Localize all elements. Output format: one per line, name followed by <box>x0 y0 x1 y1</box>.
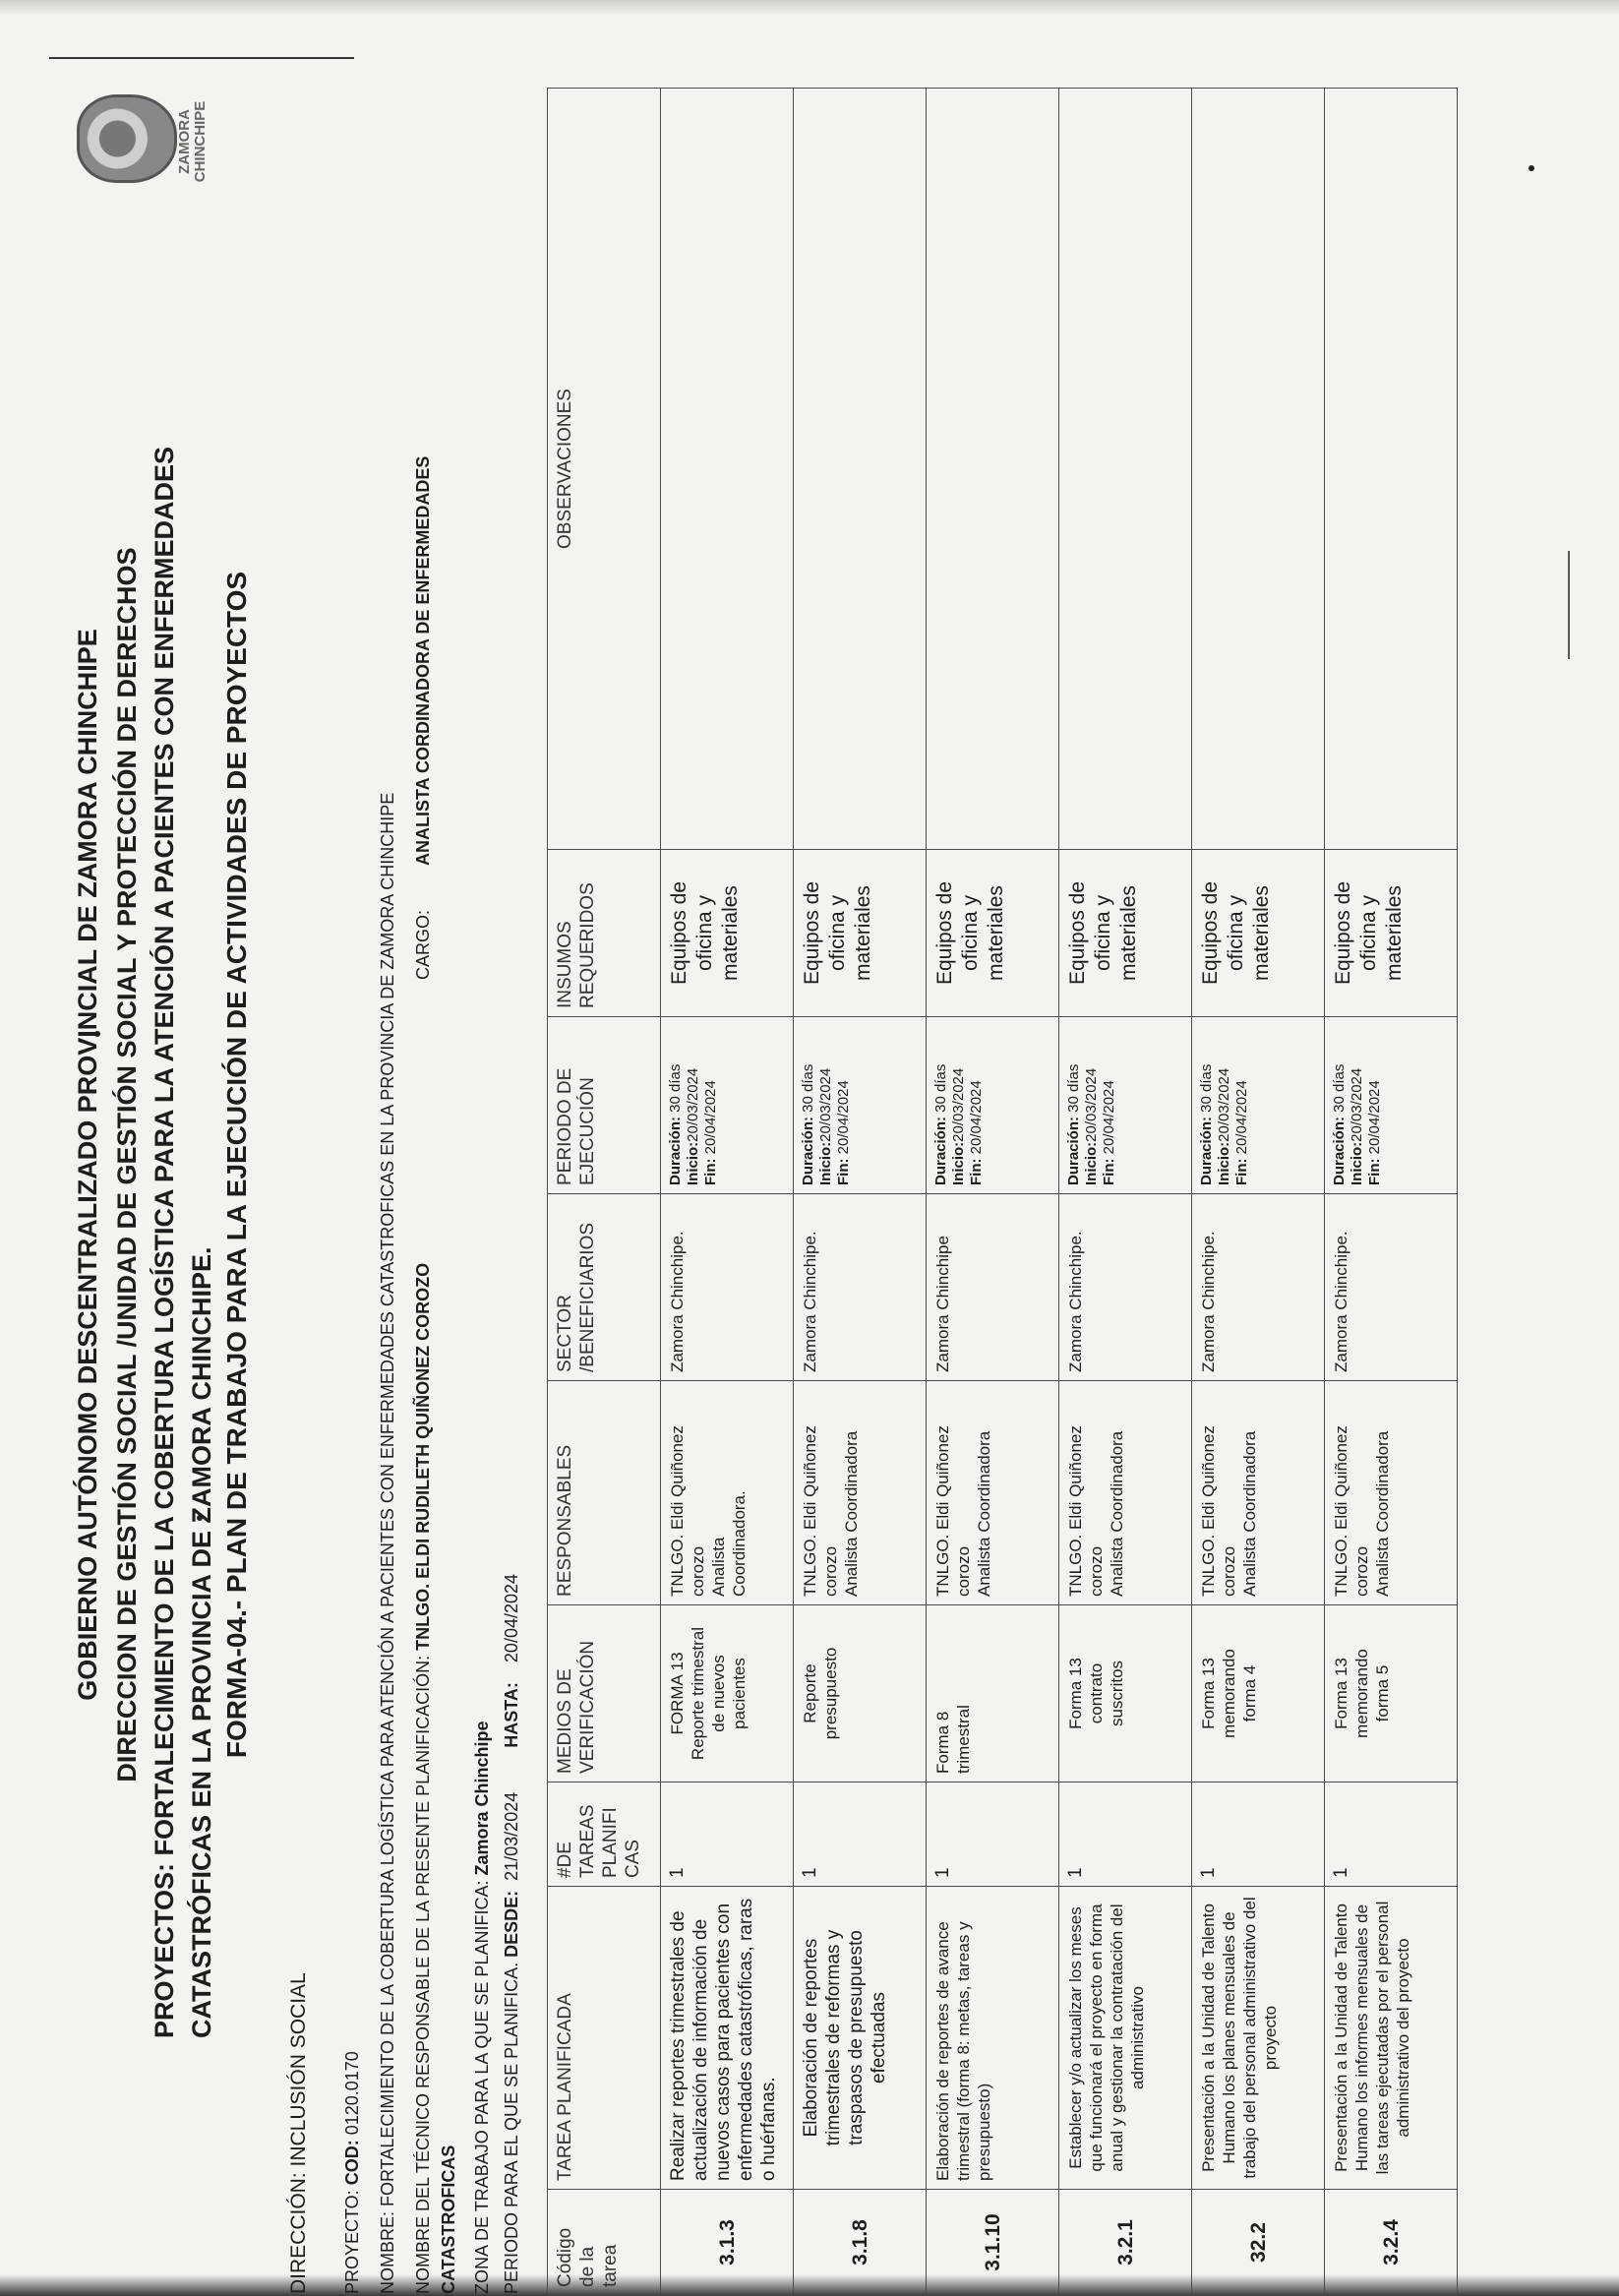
cell-periodo <box>794 1017 927 1194</box>
cell-sector: Zamora Chinchipe. <box>1192 1194 1325 1381</box>
cell-medios: Reporte presupuesto <box>794 1605 927 1782</box>
periodo-inicio: Inicio:20/03/2024 <box>1083 1067 1100 1185</box>
cell-task: Presentación a la Unidad de Talento Humano los planes mensuales de trabajo del personal administrativo del proyecto <box>1192 1887 1325 2190</box>
periodo-label: PERIODO PARA EL QUE SE PLANIFICA. <box>502 1957 521 2294</box>
table-row <box>1325 89 1458 2296</box>
hasta-label: HASTA: <box>502 1682 521 1748</box>
cell-task: Establecer y/o actualizar los meses que funcionará el proyecto en forma anual y gestionar la contratación del administrativo <box>1059 1887 1192 2190</box>
periodo-fin: Fin: 20/04/2024 <box>1101 1080 1117 1185</box>
cell-medios: FORMA 13 Reporte trimestral de nuevos pacientes <box>661 1605 794 1782</box>
cell-insumos: Equipos de oficina y materiales <box>1325 850 1458 1017</box>
col-header-observaciones: OBSERVACIONES <box>548 89 661 850</box>
zona-line <box>470 1722 494 2295</box>
periodo-inicio: Inicio:20/03/2024 <box>950 1067 967 1185</box>
cell-responsables: TNLGO. Eldi Quiñonez corozo Analista Coordinadora <box>794 1381 927 1605</box>
periodo-inicio: Inicio:20/03/2024 <box>1216 1067 1232 1185</box>
hasta-value: 20/04/2024 <box>502 1573 521 1663</box>
cell-task: Elaboración de reportes de avance trimestral (forma 8: metas, tareas y presupuesto) <box>927 1887 1059 2190</box>
cell-sector: Zamora Chinchipe <box>927 1194 1059 1381</box>
cell-insumos: Equipos de oficina y materiales <box>661 850 794 1017</box>
logo-text: ZAMORA CHINCHIPE <box>176 100 209 183</box>
periodo-duracion: Duración: 30 días <box>932 1063 949 1185</box>
cargo-value-continued: CATASTROFICAS <box>439 2145 458 2294</box>
cell-sector: Zamora Chinchipe. <box>1059 1194 1192 1381</box>
periodo-duracion: Duración: 30 días <box>1065 1063 1082 1185</box>
cell-code: 3.1.3 <box>661 2190 794 2296</box>
cell-num: 1 <box>1059 1782 1192 1887</box>
cell-periodo <box>661 1017 794 1194</box>
tecnico-label: NOMBRE DEL TÉCNICO RESPONSABLE DE LA PRESENTE PLANIFICACIÓN: <box>413 1650 433 2294</box>
cell-code: 3.1.10 <box>927 2190 1059 2296</box>
cell-task: Presentación a la Unidad de Talento Humano los informes mensuales de las tareas ejecutadas por el personal administrativo del proyecto <box>1325 1887 1458 2190</box>
desde-label: DESDE: <box>502 1890 521 1958</box>
periodo-duracion: Duración: 30 días <box>800 1063 816 1185</box>
periodo-inicio: Inicio:20/03/2024 <box>817 1067 834 1185</box>
periodo-duracion: Duración: 30 días <box>1331 1063 1348 1185</box>
cell-responsables: TNLGO. Eldi Quiñonez corozo Analista Coordinadora <box>1059 1381 1192 1605</box>
periodo-inicio: Inicio:20/03/2024 <box>1349 1067 1365 1185</box>
cell-insumos: Equipos de oficina y materiales <box>1059 850 1192 1017</box>
header-direction: DIRECCION DE GESTIÓN SOCIAL /UNIDAD DE GESTIÓN SOCIAL Y PROTECCIÓN DE DERECHOS <box>112 547 142 1782</box>
col-header-num-tareas: #DE TAREAS PLANIFI CAS <box>548 1782 661 1887</box>
cell-num: 1 <box>794 1782 927 1887</box>
periodo-fin: Fin: 20/04/2024 <box>968 1080 985 1185</box>
cell-responsables: TNLGO. Eldi Quiñonez corozo Analista Coordinadora <box>1192 1381 1325 1605</box>
cod-value: 0120.0170 <box>342 2051 362 2141</box>
table-row <box>1192 89 1325 2296</box>
table-row <box>794 89 927 2296</box>
desde-value: 21/03/2024 <box>502 1791 521 1881</box>
cell-task: Realizar reportes trimestrales de actualización de información de nuevos casos para pacientes con enfermedades catastróficas, raras o huérfanas. <box>661 1887 794 2190</box>
tecnico-value: TNLGO. ELDI RUDILETH QUIÑONEZ COROZO <box>413 1262 433 1651</box>
periodo-inicio: Inicio:20/03/2024 <box>685 1067 701 1185</box>
cell-num: 1 <box>927 1782 1059 1887</box>
cell-periodo <box>1059 1017 1192 1194</box>
tecnico-line <box>411 1263 435 2294</box>
cell-responsables: TNLGO. Eldi Quiñonez corozo Analista Coordinadora <box>1325 1381 1458 1605</box>
col-header-responsables: RESPONSABLES <box>548 1381 661 1605</box>
col-header-codigo: Código de la tarea <box>548 2190 661 2296</box>
nombre-proyecto: NOMBRE: FORTALECIMIENTO DE LA COBERTURA LOGÍSTICA PARA ATENCIÓN A PACIENTES CON ENFERMEDADES CATASTROFICAS EN LA PROVINCIA DE ZAMORA CHINCHIPE <box>378 792 397 2294</box>
periodo-line <box>500 1574 523 2294</box>
proyecto-line <box>340 2051 364 2294</box>
periodo-duracion: Duración: 30 días <box>667 1063 684 1185</box>
cell-medios: Forma 13 memorando forma 5 <box>1325 1605 1458 1782</box>
cell-sector: Zamora Chinchipe. <box>661 1194 794 1381</box>
cell-observaciones <box>794 89 927 850</box>
cell-medios: Forma 13 contrato suscritos <box>1059 1605 1192 1782</box>
cell-insumos: Equipos de oficina y materiales <box>927 850 1059 1017</box>
plan-table <box>547 88 1458 2296</box>
cell-num: 1 <box>1325 1782 1458 1887</box>
col-header-periodo: PERIODO DE EJECUCIÓN <box>548 1017 661 1194</box>
col-header-tarea: TAREA PLANIFICADA <box>548 1887 661 2190</box>
cell-medios: Forma 13 memorando forma 4 <box>1192 1605 1325 1782</box>
cell-responsables: TNLGO. Eldi Quiñonez corozo Analista Coordinadora <box>927 1381 1059 1605</box>
header-institution: GOBIERNO AUTÓNOMO DESCENTRALIZADO PROVINCIAL DE ZAMORA CHINCHIPE <box>73 629 102 1701</box>
col-header-medios: MEDIOS DE VERIFICACIÓN <box>548 1605 661 1782</box>
cell-num: 1 <box>661 1782 794 1887</box>
cell-insumos: Equipos de oficina y materiales <box>794 850 927 1017</box>
header-project-line1: PROYECTOS: FORTALECIMIENTO DE LA COBERTURA LOGÍSTICA PARA LA ATENCIÓN A PACIENTES CON ENFERMEDADES <box>150 446 179 2038</box>
cod-label: COD: <box>342 2140 362 2186</box>
cell-code: 3.2.1 <box>1059 2190 1192 2296</box>
col-header-insumos: INSUMOS REQUERIDOS <box>548 850 661 1017</box>
cell-observaciones <box>927 89 1059 850</box>
periodo-fin: Fin: 20/04/2024 <box>702 1080 719 1185</box>
periodo-fin: Fin: 20/04/2024 <box>1366 1080 1383 1185</box>
periodo-duracion: Duración: 30 días <box>1198 1063 1215 1185</box>
table-row <box>1059 89 1192 2296</box>
zona-value: Zamora Chinchipe <box>472 1721 492 1876</box>
periodo-fin: Fin: 20/04/2024 <box>835 1080 852 1185</box>
cell-insumos: Equipos de oficina y materiales <box>1192 850 1325 1017</box>
cargo-label: CARGO: <box>413 909 433 980</box>
cell-responsables: TNLGO. Eldi Quiñonez corozo Analista Coordinadora. <box>661 1381 794 1605</box>
cell-task: Elaboración de reportes trimestrales de reformas y traspasos de presupuesto efectuadas <box>794 1887 927 2190</box>
table-header-row <box>548 89 661 2296</box>
cell-observaciones <box>1059 89 1192 850</box>
cell-observaciones <box>1325 89 1458 850</box>
periodo-fin: Fin: 20/04/2024 <box>1233 1080 1250 1185</box>
header-project-line2: CATASTRÓFICAS EN LA PROVINCIA DE ZAMORA CHINCHIPE. <box>187 1246 216 2038</box>
cell-observaciones <box>661 89 794 850</box>
cell-observaciones <box>1192 89 1325 850</box>
cell-periodo <box>1192 1017 1325 1194</box>
cell-num: 1 <box>1192 1782 1325 1887</box>
table-row <box>927 89 1059 2296</box>
form-title: FORMA-04.- PLAN DE TRABAJO PARA LA EJECUCIÓN DE ACTIVIDADES DE PROYECTOS <box>221 571 252 1759</box>
cell-medios: Forma 8 trimestral <box>927 1605 1059 1782</box>
cell-sector: Zamora Chinchipe. <box>794 1194 927 1381</box>
cell-periodo <box>927 1017 1059 1194</box>
proyecto-label: PROYECTO: <box>342 2185 362 2294</box>
cell-code: 3.2.4 <box>1325 2190 1458 2296</box>
zona-label: ZONA DE TRABAJO PARA LA QUE SE PLANIFICA: <box>472 1875 492 2294</box>
cell-sector: Zamora Chinchipe. <box>1325 1194 1458 1381</box>
cargo-value: ANALISTA CORDINADORA DE ENFERMEDADES <box>413 455 433 866</box>
col-header-sector: SECTOR /BENEFICIARIOS <box>548 1194 661 1381</box>
cell-code: 32.2 <box>1192 2190 1325 2296</box>
table-row <box>661 89 794 2296</box>
cell-code: 3.1.8 <box>794 2190 927 2296</box>
direccion-label: DIRECCIÓN: INCLUSIÓN SOCIAL <box>287 1972 310 2294</box>
cell-periodo <box>1325 1017 1458 1194</box>
